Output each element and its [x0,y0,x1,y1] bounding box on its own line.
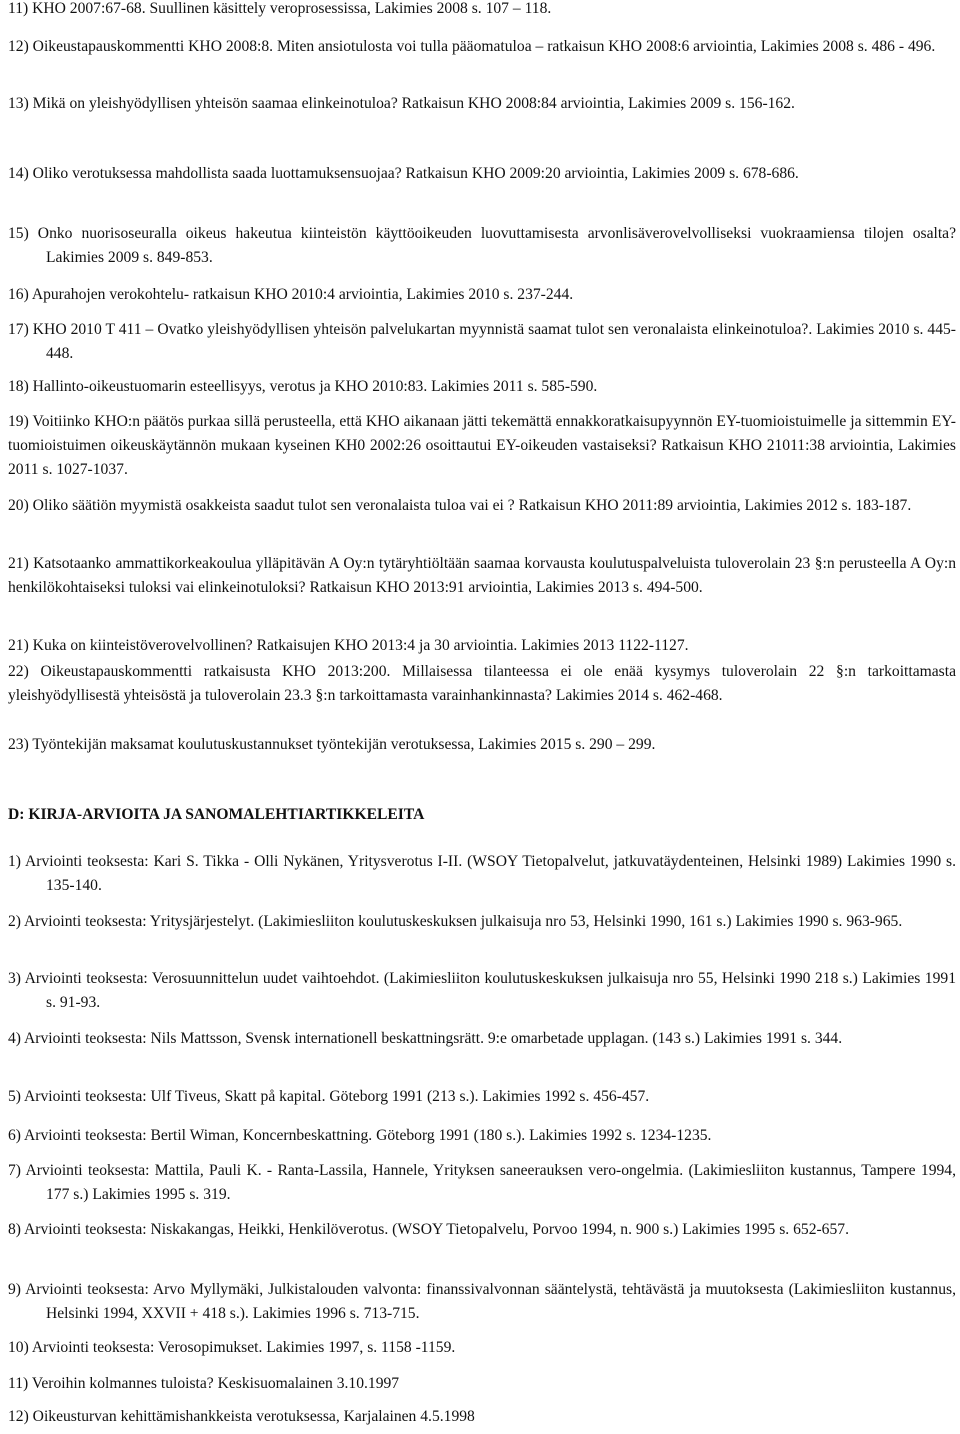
list-item: 16) Apurahojen verokohtelu- ratkaisun KHO 2010:4 arviointia, Lakimies 2010 s. 237-244. [8,286,574,303]
section-heading: D: KIRJA-ARVIOITA JA SANOMALEHTIARTIKKELEITA [8,806,425,823]
list-item: 7) Arviointi teoksesta: Mattila, Pauli K. - Ranta-Lassila, Hannele, Yrityksen saneerauksen vero-ongelmia. (Lakimiesliiton kustannus, Tampere 1994, 177 s.) Lakimies 1995 s. 319. [8,1162,956,1203]
list-item: 12) Oikeusturvan kehittämishankkeista verotuksessa, Karjalainen 4.5.1998 [8,1408,475,1425]
list-item: 17) KHO 2010 T 411 – Ovatko yleishyödyllisen yhteisön palvelukartan myynnistä saamat tulot sen veronalaista elinkeinotuloa?. Lakimies 2010 s. 445-448. [8,321,956,362]
list-item: 8) Arviointi teoksesta: Niskakangas, Heikki, Henkilöverotus. (WSOY Tietopalvelu, Porvoo 1994, n. 900 s.) Lakimies 1995 s. 652-657. [8,1221,849,1238]
list-item: 21) Katsotaanko ammattikorkeakoulua ylläpitävän A Oy:n tytäryhtiöltään saamaa korvausta koulutuspalveluista tuloverolain 23 §:n perusteella A Oy:n henkilökohtaiseksi tuloksi vai elinkeinotuloksi? Ratkaisun KHO 2013:91 arviointia, Lakimies 2013 s. 494-500. [8,555,956,596]
list-item: 22) Oikeustapauskommentti ratkaisusta KHO 2013:200. Millaisessa tilanteessa ei ole enää kysymys tuloverolain 22 §:n tarkoittamasta yleishyödyllisestä yhteisöstä ja tuloverolain 23.3 §:n tarkoittamasta varainhankinnasta? Lakimies 2014 s. 462-468. [8,663,956,704]
list-item: 21) Kuka on kiinteistöverovelvollinen? Ratkaisujen KHO 2013:4 ja 30 arviointia. Lakimies 2013 1122-1127. [8,637,689,654]
list-item: 18) Hallinto-oikeustuomarin esteellisyys, verotus ja KHO 2010:83. Lakimies 2011 s. 585-590. [8,378,598,395]
list-item: 15) Onko nuorisoseuralla oikeus hakeutua kiinteistön käyttöoikeuden luovuttamisesta arvonlisäverovelvolliseksi vuokraamiensa tilojen osalta? Lakimies 2009 s. 849-853. [8,225,956,266]
list-item: 11) KHO 2007:67-68. Suullinen käsittely veroprosessissa, Lakimies 2008 s. 107 – 118. [8,0,552,17]
list-item: 13) Mikä on yleishyödyllisen yhteisön saamaa elinkeinotuloa? Ratkaisun KHO 2008:84 arviointia, Lakimies 2009 s. 156-162. [8,95,795,112]
list-item: 11) Veroihin kolmannes tuloista? Keskisuomalainen 3.10.1997 [8,1375,400,1392]
list-item: 4) Arviointi teoksesta: Nils Mattsson, Svensk internationell beskattningsrätt. 9:e omarbetade upplagan. (143 s.) Lakimies 1991 s. 344. [8,1030,843,1047]
list-item: 1) Arviointi teoksesta: Kari S. Tikka - Olli Nykänen, Yritysverotus I-II. (WSOY Tietopalvelut, jatkuvatäydenteinen, Helsinki 1989) Lakimies 1990 s. 135-140. [8,853,956,894]
list-item: 14) Oliko verotuksessa mahdollista saada luottamuksensuojaa? Ratkaisun KHO 2009:20 arviointia, Lakimies 2009 s. 678-686. [8,165,799,182]
list-item: 6) Arviointi teoksesta: Bertil Wiman, Koncernbeskattning. Göteborg 1991 (180 s.). Lakimies 1992 s. 1234-1235. [8,1127,712,1144]
list-item: 3) Arviointi teoksesta: Verosuunnittelun uudet vaihtoehdot. (Lakimiesliiton koulutuskeskuksen julkaisuja nro 55, Helsinki 1990 218 s.) Lakimies 1991 s. 91-93. [8,970,956,1011]
list-item: 23) Työntekijän maksamat koulutuskustannukset työntekijän verotuksessa, Lakimies 2015 s. 290 – 299. [8,736,656,753]
list-item: 12) Oikeustapauskommentti KHO 2008:8. Miten ansiotulosta voi tulla pääomatuloa – ratkaisun KHO 2008:6 arviointia, Lakimies 2008 s. 486 - 496. [8,38,936,55]
list-item: 2) Arviointi teoksesta: Yritysjärjestelyt. (Lakimiesliiton koulutuskeskuksen julkaisuja nro 53, Helsinki 1990, 161 s.) Lakimies 1990 s. 963-965. [8,913,903,930]
list-item: 20) Oliko säätiön myymistä osakkeista saadut tulot sen veronalaista tuloa vai ei ? Ratkaisun KHO 2011:89 arviointia, Lakimies 2012 s. 183-187. [8,497,912,514]
list-item: 19) Voitiinko KHO:n päätös purkaa sillä perusteella, että KHO aikanaan jätti tekemättä ennakkoratkaisupyynnön EY-tuomioistuimelle ja sittemmin EY-tuomioistuimen oikeuskäytännön mukaan kyseinen KH0 2002:26 osoittautui EY-oikeuden vastaiseksi? Ratkaisun KHO 21011:38 arviointia, Lakimies 2011 s. 1027-1037. [8,413,956,478]
list-item: 9) Arviointi teoksesta: Arvo Myllymäki, Julkistalouden valvonta: finanssivalvonnan sääntelystä, tehtävästä ja muutoksesta (Lakimiesliiton kustannus, Helsinki 1994, XXVII + 418 s.). Lakimies 1996 s. 713-715. [8,1281,956,1322]
list-item: 5) Arviointi teoksesta: Ulf Tiveus, Skatt på kapital. Göteborg 1991 (213 s.). Lakimies 1992 s. 456-457. [8,1088,650,1105]
list-item: 10) Arviointi teoksesta: Verosopimukset. Lakimies 1997, s. 1158 -1159. [8,1339,456,1356]
